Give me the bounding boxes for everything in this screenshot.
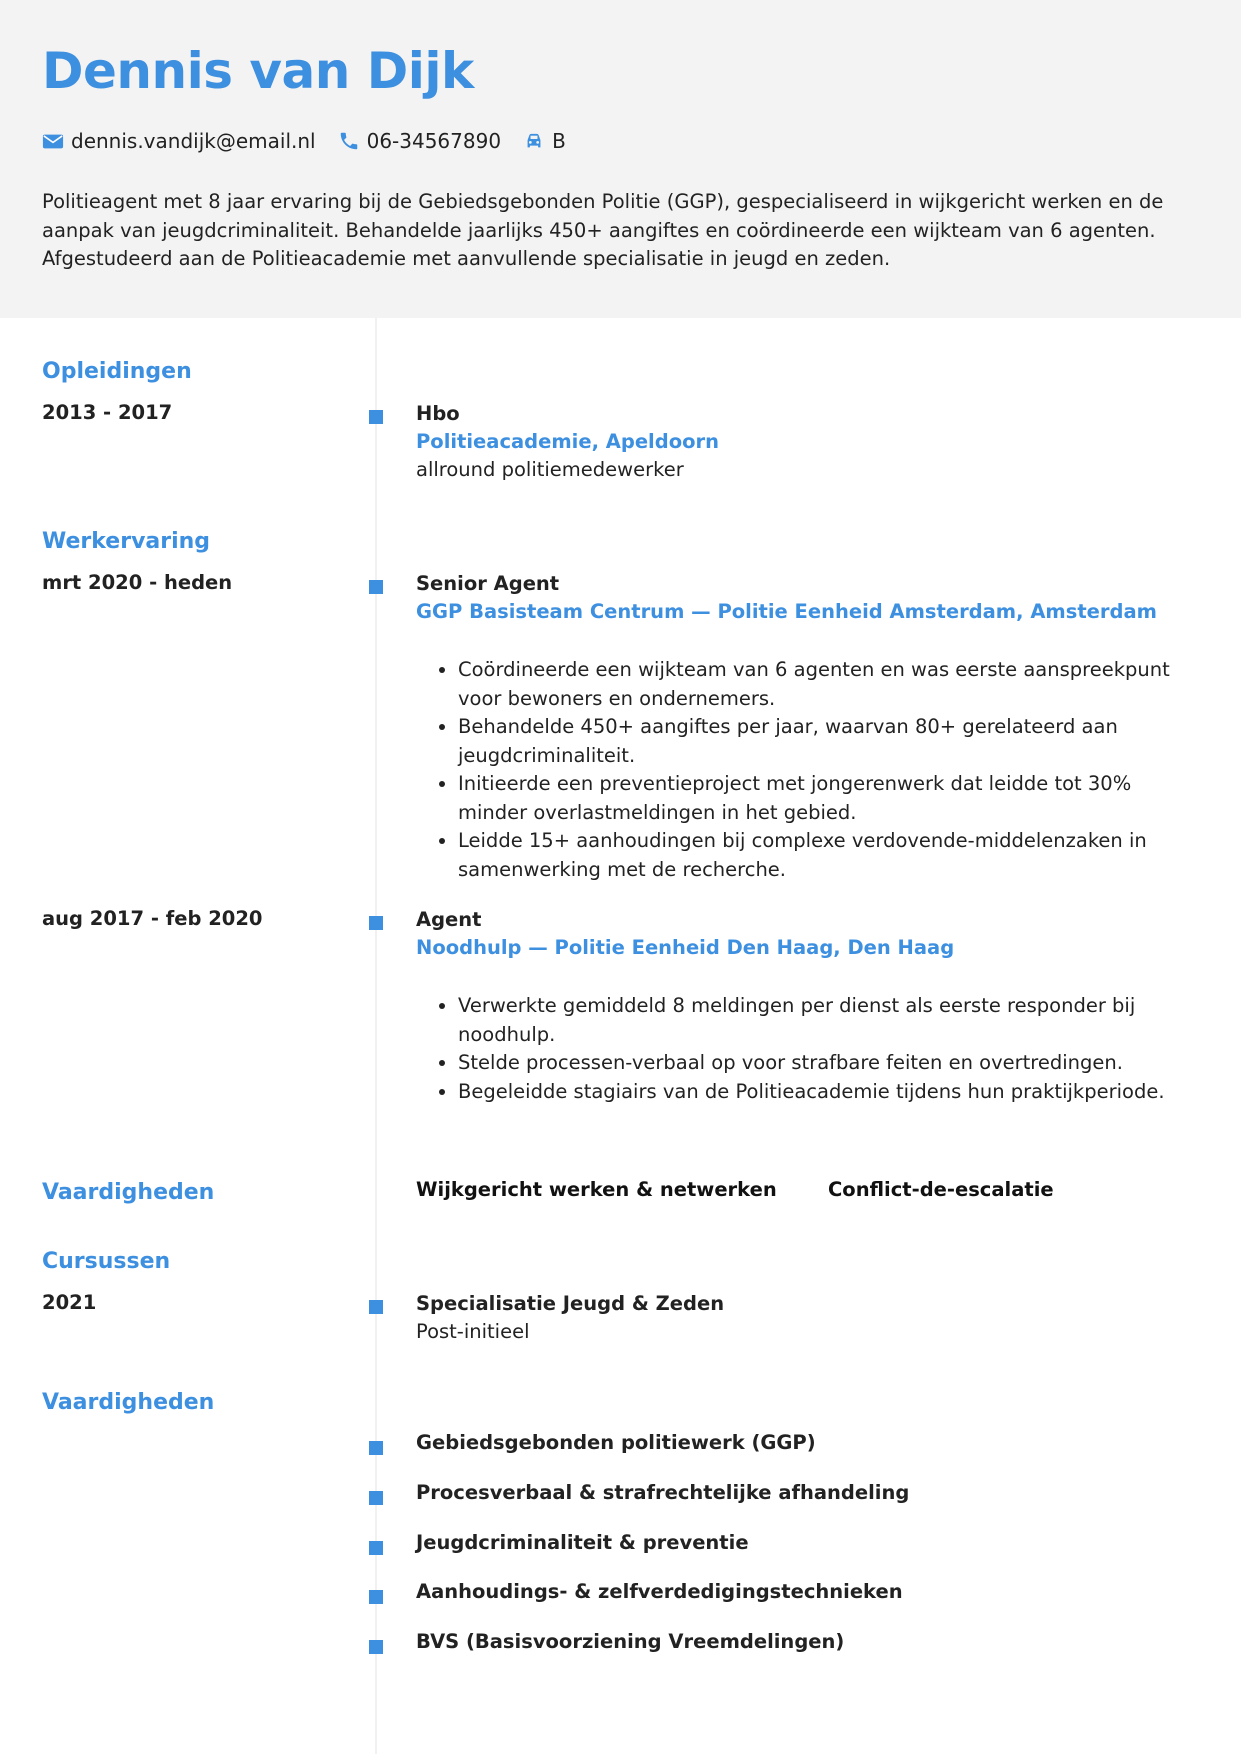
profile-summary: Politieagent met 8 jaar ervaring bij de Gebiedsgebonden Politie (GGP), gespecialiseerd in wijkgericht werken en de aanpak van jeugdcriminaliteit. Behandelde jaarlijks 450+ aangiftes en coördineerde een wijkteam van 6 agenten. Afgestudeerd aan de Politieacademie met aanvullende specialisatie in jeugd en zeden.	[42, 190, 1164, 270]
course-description: Post-initieel	[416, 1320, 530, 1343]
header	[0, 0, 1241, 318]
contact-email[interactable]	[42, 129, 316, 153]
course-date: 2021	[42, 1291, 97, 1314]
section-title-courses: Cursussen	[42, 1249, 171, 1274]
education-description: allround politiemedewerker	[416, 458, 684, 481]
duty-item: • Leidde 15+ aanhoudingen bij complexe verdovende-middelenzaken in samenwerking met de recherche.	[458, 827, 1206, 884]
education-entry	[416, 400, 1206, 484]
license-text: B	[552, 129, 566, 153]
skill-item: Aanhoudings- & zelfverdedigingstechnieken	[416, 1580, 903, 1603]
duty-item: • Begeleidde stagiairs van de Politieacademie tijdens hun praktijkperiode.	[458, 1078, 1206, 1107]
timeline-bullet	[369, 916, 383, 930]
course-name: Specialisatie Jeugd & Zeden	[416, 1292, 725, 1315]
timeline-bullet	[369, 1300, 383, 1314]
duty-item: • Stelde processen-verbaal op voor strafbare feiten en overtredingen.	[458, 1049, 1206, 1078]
timeline-bullet	[369, 410, 383, 424]
duty-item: • Behandelde 450+ aangiftes per jaar, waarvan 80+ gerelateerd aan jeugdcriminaliteit.	[458, 713, 1206, 770]
timeline-bullet	[369, 1491, 383, 1505]
experience-role: Agent	[416, 908, 482, 931]
envelope-icon	[42, 130, 64, 152]
duty-item: • Coördineerde een wijkteam van 6 agenten en was eerste aanspreekpunt voor bewoners en ondernemers.	[458, 656, 1206, 713]
education-degree: Hbo	[416, 402, 460, 425]
section-title-skills: Vaardigheden	[42, 1390, 215, 1415]
timeline-bullet	[369, 1441, 383, 1455]
soft-skill-item: Conflict-de-escalatie	[828, 1178, 1054, 1201]
phone-text: 06-34567890	[366, 129, 502, 153]
contact-license	[523, 129, 566, 153]
experience-employer: Noodhulp — Politie Eenheid Den Haag, Den Haag	[416, 936, 955, 959]
timeline-bullet	[369, 580, 383, 594]
email-text: dennis.vandijk@email.nl	[71, 129, 316, 153]
timeline-bullet	[369, 1590, 383, 1604]
experience-date: mrt 2020 - heden	[42, 571, 233, 594]
experience-role: Senior Agent	[416, 572, 560, 595]
skill-item: Gebiedsgebonden politiewerk (GGP)	[416, 1431, 816, 1454]
candidate-name: Dennis van Dijk	[42, 42, 474, 100]
education-date: 2013 - 2017	[42, 401, 173, 424]
experience-employer: GGP Basisteam Centrum — Politie Eenheid Amsterdam, Amsterdam	[416, 600, 1157, 623]
duty-list	[416, 656, 1206, 884]
section-title-education: Opleidingen	[42, 359, 192, 384]
course-entry	[416, 1290, 1206, 1346]
experience-entry	[416, 570, 1206, 884]
timeline-bullet	[369, 1541, 383, 1555]
timeline-divider	[375, 318, 377, 1754]
experience-entry	[416, 906, 1206, 1106]
contact-phone[interactable]	[338, 129, 501, 153]
timeline-bullet	[369, 1640, 383, 1654]
section-title-experience: Werkervaring	[42, 529, 211, 554]
section-title-soft-skills: Vaardigheden	[42, 1180, 215, 1205]
contact-row	[42, 128, 588, 154]
duty-list	[416, 992, 1206, 1106]
car-icon	[523, 130, 545, 152]
experience-date: aug 2017 - feb 2020	[42, 907, 263, 930]
skill-item: BVS (Basisvoorziening Vreemdelingen)	[416, 1630, 845, 1653]
duty-item: • Verwerkte gemiddeld 8 meldingen per dienst als eerste responder bij noodhulp.	[458, 992, 1206, 1049]
phone-icon	[338, 130, 360, 152]
duty-item: • Initieerde een preventieproject met jongerenwerk dat leidde tot 30% minder overlastmeldingen in het gebied.	[458, 770, 1206, 827]
soft-skill-item: Wijkgericht werken & netwerken	[416, 1178, 777, 1201]
skill-item: Jeugdcriminaliteit & preventie	[416, 1531, 749, 1554]
education-school: Politieacademie, Apeldoorn	[416, 430, 719, 453]
skill-item: Procesverbaal & strafrechtelijke afhandeling	[416, 1481, 910, 1504]
